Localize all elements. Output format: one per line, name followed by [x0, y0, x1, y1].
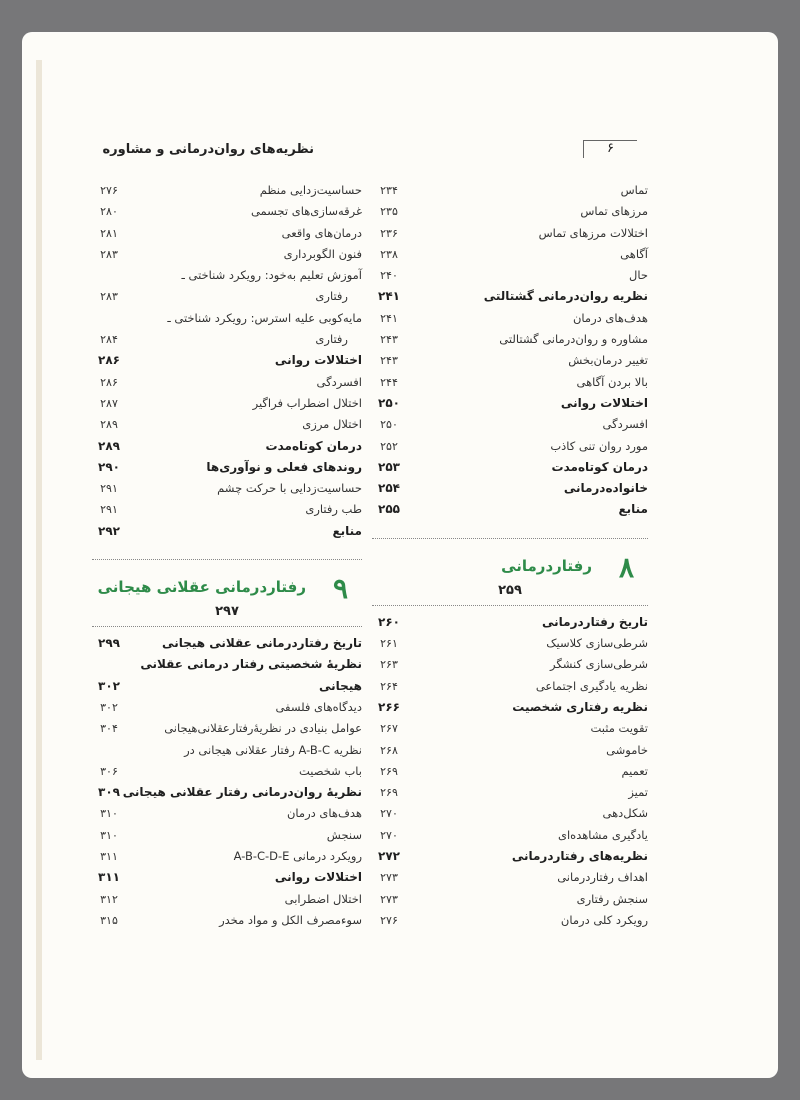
- toc-entry-page: ۳۱۲: [100, 892, 118, 906]
- toc-entry-page: ۲۶۱: [380, 637, 398, 651]
- toc-entry-page: ۲۴۱: [380, 311, 398, 325]
- toc-entry-title: نظریه یادگیری اجتماعی: [535, 678, 648, 693]
- chapter-number: ۸: [618, 550, 634, 584]
- page-binding-edge: [36, 60, 42, 1060]
- toc-entry-page: ۲۵۵: [378, 502, 400, 517]
- toc-entry-title: نظریه رفتاری شخصیت: [512, 699, 648, 714]
- toc-entry-title: طب رفتاری: [305, 502, 362, 517]
- toc-entry: [372, 782, 648, 803]
- toc-entry-page: ۲۶۰: [378, 614, 400, 629]
- toc-entry: [372, 436, 648, 457]
- chapter-heading: [372, 545, 648, 605]
- toc-entry-page: ۲۷۰: [380, 828, 398, 842]
- toc-entry-page: ۳۱۱: [100, 850, 118, 864]
- toc-entry: [372, 697, 648, 718]
- toc-entry: [372, 350, 648, 371]
- toc-entry-page: ۲۳۴: [380, 184, 398, 197]
- toc-entry: [92, 521, 362, 542]
- toc-entry: [372, 889, 648, 910]
- toc-entry: [92, 740, 362, 761]
- toc-entry-title: تمیز: [628, 785, 648, 800]
- toc-entry-page: ۲۷۶: [380, 913, 398, 927]
- toc-entry-page: ۲۸۳: [100, 247, 118, 261]
- toc-entry: [372, 180, 648, 201]
- toc-entry: [372, 718, 648, 739]
- toc-entry-title: منابع: [332, 523, 362, 538]
- toc-entry: [92, 286, 362, 307]
- toc-entry-title: افسردگی: [316, 374, 362, 389]
- toc-entry-title: تقویت مثبت: [590, 721, 648, 736]
- toc-entry: [92, 244, 362, 265]
- toc-entry: [92, 393, 362, 414]
- toc-section: [372, 612, 648, 931]
- toc-entry: [372, 372, 648, 393]
- toc-entry-page: ۲۳۸: [380, 247, 398, 261]
- toc-entry-title: غرقه‌سازی‌های تجسمی: [250, 204, 362, 219]
- toc-entry-title: هدف‌های درمان: [286, 806, 362, 821]
- chapter-divider: [92, 626, 362, 627]
- toc-entry: [372, 740, 648, 761]
- toc-entry-page: ۲۶۶: [378, 699, 400, 714]
- toc-entry-page: ۲۶۹: [380, 764, 398, 778]
- toc-entry: [372, 286, 648, 307]
- toc-entry-page: ۲۴۳: [380, 354, 398, 368]
- toc-entry: [92, 308, 362, 329]
- toc-entry-page: ۲۵۲: [380, 439, 398, 453]
- toc-entry-title: شرطی‌سازی کنشگر: [550, 657, 648, 672]
- toc-entry: [92, 372, 362, 393]
- toc-entry: [92, 846, 362, 867]
- toc-entry: [92, 223, 362, 244]
- toc-entry: [92, 697, 362, 718]
- toc-entry-title: اختلال اضطراب فراگیر: [252, 395, 362, 410]
- toc-entry-page: ۲۶۳: [380, 658, 398, 672]
- toc-entry: [92, 414, 362, 435]
- toc-entry: [92, 180, 362, 201]
- toc-entry-page: ۳۱۵: [100, 913, 118, 927]
- toc-entry: [372, 223, 648, 244]
- toc-entry: [92, 265, 362, 286]
- toc-entry-page: ۲۷۶: [100, 184, 118, 197]
- toc-entry-page: ۲۸۹: [98, 438, 120, 453]
- toc-entry: [92, 329, 362, 350]
- toc-entry: [372, 414, 648, 435]
- toc-entry-title: دیدگاه‌های فلسفی: [275, 699, 362, 714]
- chapter-divider: [92, 550, 362, 560]
- toc-entry-title: باب شخصیت: [299, 763, 362, 778]
- toc-entry-title: افسردگی: [602, 417, 648, 432]
- toc-section: [92, 180, 362, 542]
- chapter-title: رفتاردرمانی عقلانی هیجانی: [97, 578, 306, 597]
- toc-entry-page: ۳۰۶: [100, 764, 118, 778]
- toc-entry-page: ۲۹۲: [98, 523, 120, 538]
- toc-entry-title: رفتاری: [315, 289, 348, 304]
- toc-entry-page: ۲۸۴: [100, 333, 118, 347]
- toc-entry-title: درمان‌های واقعی: [281, 225, 362, 240]
- toc-entry: [372, 478, 648, 499]
- toc-entry: [92, 478, 362, 499]
- toc-entry-title: نظریه A-B-C رفتار عقلانی هیجانی در: [184, 742, 362, 757]
- chapter-page: ۲۹۷: [215, 604, 239, 620]
- page-number: ۶: [583, 140, 637, 158]
- toc-entry-page: ۲۵۰: [380, 418, 398, 432]
- toc-entry: [92, 457, 362, 478]
- toc-entry-page: ۳۰۲: [100, 700, 118, 714]
- toc-entry: [372, 825, 648, 846]
- toc-entry: [372, 633, 648, 654]
- toc-entry-title: رفتاری: [315, 332, 348, 347]
- toc-entry-page: ۲۸۹: [100, 418, 118, 432]
- toc-entry-title: نظریهٔ روان‌درمانی رفتار عقلانی هیجانی: [122, 785, 362, 800]
- toc-entry-title: نظریه روان‌درمانی گشتالتی: [483, 289, 648, 304]
- toc-entry-title: رویکرد کلی درمان: [560, 912, 648, 927]
- toc-entry-title: خاموشی: [606, 742, 648, 757]
- toc-entry-page: ۲۸۱: [100, 226, 118, 240]
- toc-entry-title: سنجش رفتاری: [576, 891, 648, 906]
- toc-entry: [372, 654, 648, 675]
- book-page: [22, 32, 778, 1078]
- toc-entry-title: حساسیت‌زدایی با حرکت چشم: [217, 481, 362, 496]
- toc-entry-title: اختلال مرزی: [302, 417, 362, 432]
- toc-entry-title: مشاوره و روان‌درمانی گشتالتی: [499, 332, 648, 347]
- toc-entry-page: ۲۶۴: [380, 679, 398, 693]
- book-title: نظریه‌های روان‌درمانی و مشاوره: [102, 142, 314, 157]
- toc-entry-title: تاریخ رفتاردرمانی: [542, 614, 648, 629]
- toc-entry: [92, 761, 362, 782]
- toc-entry-page: ۳۰۹: [98, 785, 120, 800]
- toc-entry-title: اختلالات روانی: [274, 353, 362, 368]
- toc-entry-title: خانواده‌درمانی: [563, 481, 648, 496]
- toc-entry-title: عوامل بنیادی در نظریهٔ‌رفتارعقلانی‌هیجانی: [164, 721, 362, 736]
- toc-entry: [92, 867, 362, 888]
- toc-entry: [372, 393, 648, 414]
- toc-entry-title: شرطی‌سازی کلاسیک: [546, 636, 648, 651]
- toc-entry-page: ۲۹۰: [98, 459, 120, 474]
- toc-entry: [372, 457, 648, 478]
- toc-entry-title: روندهای فعلی و نوآوری‌ها: [206, 459, 362, 474]
- toc-entry-page: ۲۸۳: [100, 290, 118, 304]
- toc-entry-title: شکل‌دهی: [602, 806, 648, 821]
- toc-entry-title: اختلال اضطرابی: [284, 891, 362, 906]
- toc-entry-page: ۲۵۴: [378, 481, 400, 496]
- toc-entry: [92, 633, 362, 654]
- chapter-heading: [92, 566, 362, 626]
- toc-entry-page: ۳۰۲: [98, 678, 120, 693]
- toc-entry-page: ۲۶۸: [380, 743, 398, 757]
- toc-entry-title: بالا بردن آگاهی: [576, 374, 648, 389]
- toc-entry-title: درمان کوتاه‌مدت: [265, 438, 362, 453]
- toc-entry-page: ۳۱۱: [98, 870, 120, 885]
- toc-entry-title: اختلالات مرزهای تماس: [538, 225, 648, 240]
- toc-entry-title: مایه‌کوبی علیه استرس: رویکرد شناختی ـ: [167, 310, 362, 325]
- toc-entry-title: تاریخ رفتاردرمانی عقلانی هیجانی: [162, 636, 362, 651]
- toc-entry-page: ۲۵۰: [378, 395, 400, 410]
- toc-entry-page: ۲۴۱: [378, 289, 400, 304]
- toc-entry-title: اهداف رفتاردرمانی: [557, 870, 648, 885]
- toc-entry-page: ۲۴۴: [380, 375, 398, 389]
- toc-entry-title: نظریه‌های رفتاردرمانی: [511, 849, 648, 864]
- toc-entry: [92, 436, 362, 457]
- toc-entry-title: رویکرد درمانی A-B-C-D-E: [233, 849, 362, 864]
- toc-entry-page: ۲۸۶: [98, 353, 120, 368]
- toc-entry: [372, 308, 648, 329]
- toc-entry-title: آموزش تعلیم به‌خود: رویکرد شناختی ـ: [181, 268, 362, 283]
- toc-entry-title: حال: [629, 268, 648, 283]
- toc-entry-title: سوءمصرف الکل و مواد مخدر: [219, 912, 362, 927]
- toc-entry-title: اختلالات روانی: [560, 395, 648, 410]
- toc-entry-title: منابع: [618, 502, 648, 517]
- toc-entry: [372, 244, 648, 265]
- toc-entry-title: تعمیم: [621, 763, 648, 778]
- toc-entry-page: ۲۵۳: [378, 459, 400, 474]
- toc-entry: [92, 825, 362, 846]
- toc-entry-page: ۲۸۷: [100, 396, 118, 410]
- toc-entry-title: مرزهای تماس: [580, 204, 648, 219]
- toc-entry: [92, 499, 362, 520]
- toc-entry: [92, 718, 362, 739]
- toc-entry: [92, 803, 362, 824]
- toc-entry-page: ۳۱۰: [100, 807, 118, 821]
- toc-entry-title: فنون الگوبرداری: [283, 246, 362, 261]
- toc-entry-page: ۲۴۳: [380, 333, 398, 347]
- toc-entry: [92, 889, 362, 910]
- toc-entry-title: نظریهٔ شخصیتی رفتار درمانی عقلانی: [140, 657, 362, 672]
- chapter-page: ۲۵۹: [498, 582, 522, 598]
- toc-entry-page: ۳۰۴: [100, 722, 118, 736]
- toc-entry: [372, 676, 648, 697]
- toc-entry-title: درمان کوتاه‌مدت: [551, 459, 648, 474]
- toc-entry: [92, 782, 362, 803]
- toc-entry-title: هیجانی: [318, 678, 362, 693]
- toc-entry: [372, 910, 648, 931]
- toc-entry-title: اختلالات روانی: [274, 870, 362, 885]
- toc-entry: [92, 676, 362, 697]
- toc-entry: [92, 910, 362, 931]
- toc-entry-page: ۲۴۰: [380, 269, 398, 283]
- toc-entry-title: تغییر درمان‌بخش: [568, 353, 648, 368]
- toc-entry: [372, 612, 648, 633]
- toc-entry: [372, 803, 648, 824]
- toc-entry-title: تماس: [620, 183, 648, 197]
- toc-entry-page: ۲۹۱: [100, 482, 118, 496]
- toc-entry: [372, 761, 648, 782]
- toc-entry-title: حساسیت‌زدایی منظم: [259, 183, 362, 197]
- toc-entry-title: هدف‌های درمان: [572, 310, 648, 325]
- toc-entry: [372, 867, 648, 888]
- chapter-divider: [372, 529, 648, 539]
- toc-entry-title: یادگیری مشاهده‌ای: [557, 827, 648, 842]
- toc-entry-page: ۲۸۰: [100, 205, 118, 219]
- page-header: [22, 136, 778, 164]
- chapter-number: ۹: [332, 572, 348, 606]
- toc-entry: [372, 846, 648, 867]
- toc-entry-page: ۲۶۷: [380, 722, 398, 736]
- toc-entry-page: ۲۷۰: [380, 807, 398, 821]
- toc-entry-page: ۲۹۱: [100, 503, 118, 517]
- toc-entry-page: ۲۶۹: [380, 786, 398, 800]
- toc-entry-page: ۲۳۵: [380, 205, 398, 219]
- toc-entry: [92, 201, 362, 222]
- toc-entry-page: ۲۸۶: [100, 375, 118, 389]
- toc-entry-page: ۲۷۳: [380, 892, 398, 906]
- toc-entry-page: ۲۷۳: [380, 871, 398, 885]
- toc-section: [92, 633, 362, 931]
- toc-entry: [372, 329, 648, 350]
- toc-entry-page: ۲۹۹: [98, 636, 120, 651]
- toc-entry-title: آگاهی: [620, 246, 648, 261]
- toc-entry-title: مورد روان تنی کاذب: [550, 438, 648, 453]
- toc-right-column: [372, 180, 648, 931]
- toc-entry: [92, 350, 362, 371]
- toc-entry: [372, 201, 648, 222]
- toc-entry-title: سنجش: [326, 827, 362, 842]
- chapter-title: رفتاردرمانی: [501, 556, 592, 575]
- toc-entry-page: ۲۷۲: [378, 849, 400, 864]
- toc-entry-page: ۳۱۰: [100, 828, 118, 842]
- toc-entry: [92, 654, 362, 675]
- toc-entry: [372, 265, 648, 286]
- chapter-divider: [372, 605, 648, 606]
- toc-left-column: [92, 180, 362, 931]
- toc-entry-page: ۲۳۶: [380, 226, 398, 240]
- toc-section: [372, 180, 648, 521]
- toc-entry: [372, 499, 648, 520]
